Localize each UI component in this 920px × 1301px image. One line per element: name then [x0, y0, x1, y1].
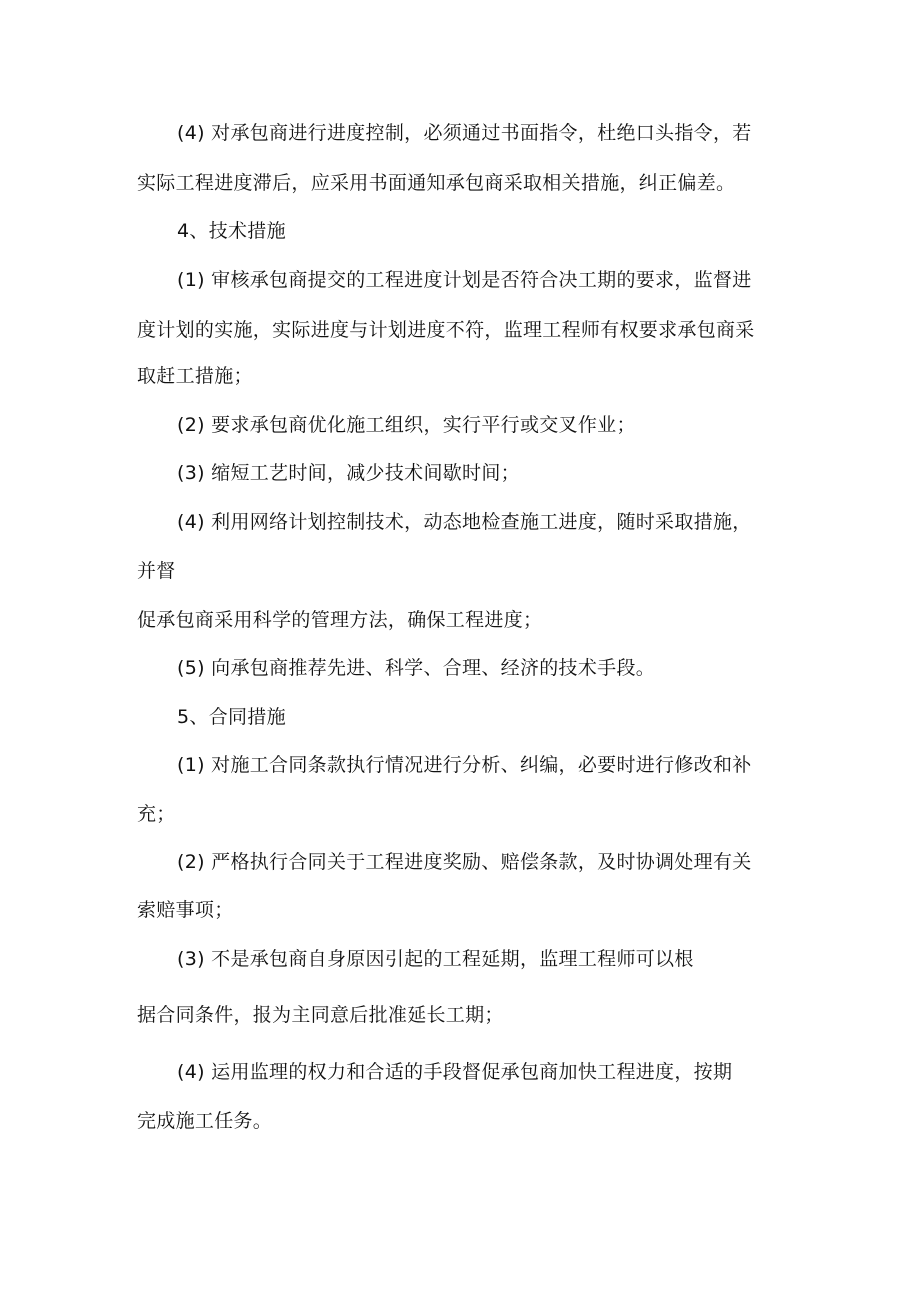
section-heading: 5、合同措施 [177, 706, 286, 728]
section-heading: 4、技术措施 [177, 220, 286, 242]
paragraph-line: (3) 不是承包商自身原因引起的工程延期，监理工程师可以根 [177, 948, 694, 970]
paragraph-line: (3) 缩短工艺时间，减少技术间歇时间； [177, 462, 520, 484]
paragraph-line: (1) 审核承包商提交的工程进度计划是否符合决工期的要求，监督进 [177, 269, 752, 291]
paragraph-line: 充； [137, 803, 176, 825]
paragraph-line: (2) 要求承包商优化施工组织，实行平行或交叉作业； [177, 414, 636, 436]
paragraph-line: (2) 严格执行合同关于工程进度奖励、赔偿条款，及时协调处理有关 [177, 851, 752, 873]
paragraph-line: 据合同条件，报为主同意后批准延长工期； [137, 1004, 504, 1026]
paragraph-line: 实际工程进度滞后，应采用书面通知承包商采取相关措施，纠正偏差。 [137, 172, 736, 194]
paragraph-line: 度计划的实施，实际进度与计划进度不符，监理工程师有权要求承包商采 [137, 319, 755, 341]
paragraph-line: (4) 运用监理的权力和合适的手段督促承包商加快工程进度，按期 [177, 1061, 733, 1083]
paragraph-line: 完成施工任务。 [137, 1110, 273, 1132]
paragraph-line: (4) 利用网络计划控制技术，动态地检查施工进度，随时采取措施， [177, 511, 752, 533]
paragraph-line: 促承包商采用科学的管理方法，确保工程进度； [137, 609, 543, 631]
paragraph-line: 索赔事项； [137, 899, 234, 921]
paragraph-line: (1) 对施工合同条款执行情况进行分析、纠编，必要时进行修改和补 [177, 754, 752, 776]
paragraph-line: (5) 向承包商推荐先进、科学、合理、经济的技术手段。 [177, 657, 656, 679]
paragraph-line: (4) 对承包商进行进度控制，必须通过书面指令，杜绝口头指令，若 [177, 122, 752, 144]
paragraph-line: 取赶工措施； [137, 365, 253, 387]
paragraph-line: 并督 [137, 560, 176, 582]
